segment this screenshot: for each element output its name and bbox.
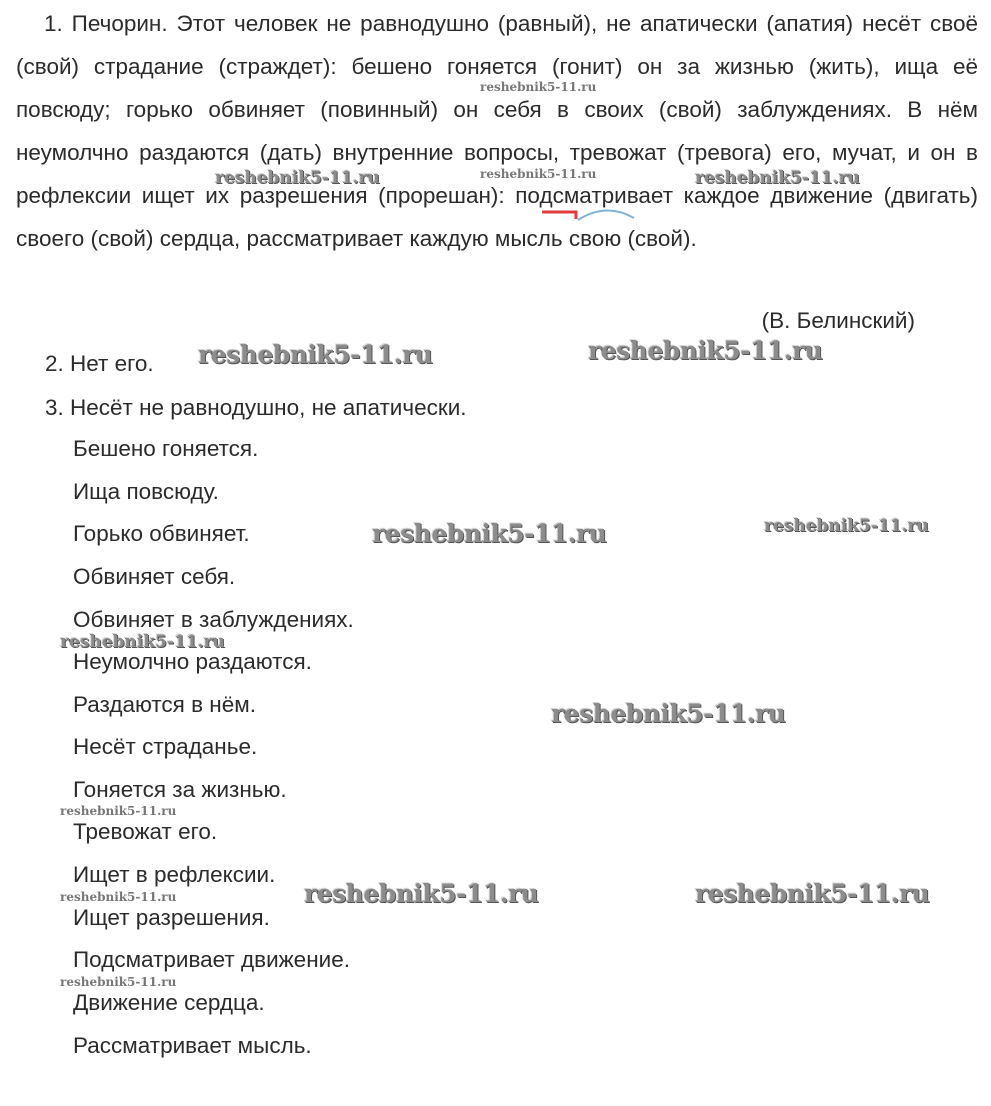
answer-2: 2. Нет его. <box>45 351 154 376</box>
phrase-item: Движение сердца. <box>73 990 265 1015</box>
phrase-item: Бешено гоняется. <box>73 436 259 461</box>
watermark: reshebnik5-11.ru <box>695 879 930 908</box>
watermark: reshebnik5-11.ru <box>198 340 433 369</box>
watermark: reshebnik5-11.ru <box>60 890 177 904</box>
watermark: reshebnik5-11.ru <box>551 699 786 728</box>
text-paragraph: 1. Печорин. Этот человек не равнодушно (равный), не апатически (апатия) несёт своё (свой) страдание (страждет): бешено гоняется (гонит) он за жизнью (жить), ища её повсюду; горько обвиняет (повинный) он себя в своих (свой) заблуждениях. В нём неумолчно раздаются (дать) внутренние вопросы, тревожат (тревога) его, мучат, и он в рефлексии ищет их разрешения (прорешан): подсматривает каждое движение (двигать) своего (свой) сердца, рассматривает каждую мысль свою (свой). <box>16 11 978 251</box>
phrase-item: Несёт страданье. <box>73 734 258 759</box>
watermark: reshebnik5-11.ru <box>60 975 177 989</box>
phrase-item: Гоняется за жизнью. <box>73 777 287 802</box>
watermark: reshebnik5-11.ru <box>372 519 607 548</box>
watermark: reshebnik5-11.ru <box>480 167 597 181</box>
phrase-item: Обвиняет себя. <box>73 564 236 589</box>
watermark: reshebnik5-11.ru <box>215 168 380 188</box>
watermark: reshebnik5-11.ru <box>764 516 929 536</box>
watermark: reshebnik5-11.ru <box>60 804 177 818</box>
watermark: reshebnik5-11.ru <box>588 336 823 365</box>
phrase-item: Горько обвиняет. <box>73 521 250 546</box>
phrase-item: Ища повсюду. <box>73 479 219 504</box>
answer-3: 3. Несёт не равнодушно, не апатически. <box>45 395 467 420</box>
author-attribution: (В. Белинский) <box>761 308 915 333</box>
phrase-item: Обвиняет в заблуждениях. <box>73 607 354 632</box>
phrase-item: Рассматривает мысль. <box>73 1033 312 1058</box>
watermark: reshebnik5-11.ru <box>304 879 539 908</box>
phrase-item: Ищет в рефлексии. <box>73 862 276 887</box>
phrase-item: Неумолчно раздаются. <box>73 649 312 674</box>
watermark: reshebnik5-11.ru <box>480 80 597 94</box>
phrase-item: Тревожат его. <box>73 819 218 844</box>
phrase-item: Подсматривает движение. <box>73 947 350 972</box>
phrase-item: Ищет разрешения. <box>73 905 270 930</box>
phrase-item: Раздаются в нём. <box>73 692 256 717</box>
watermark: reshebnik5-11.ru <box>60 632 225 652</box>
watermark: reshebnik5-11.ru <box>695 168 860 188</box>
